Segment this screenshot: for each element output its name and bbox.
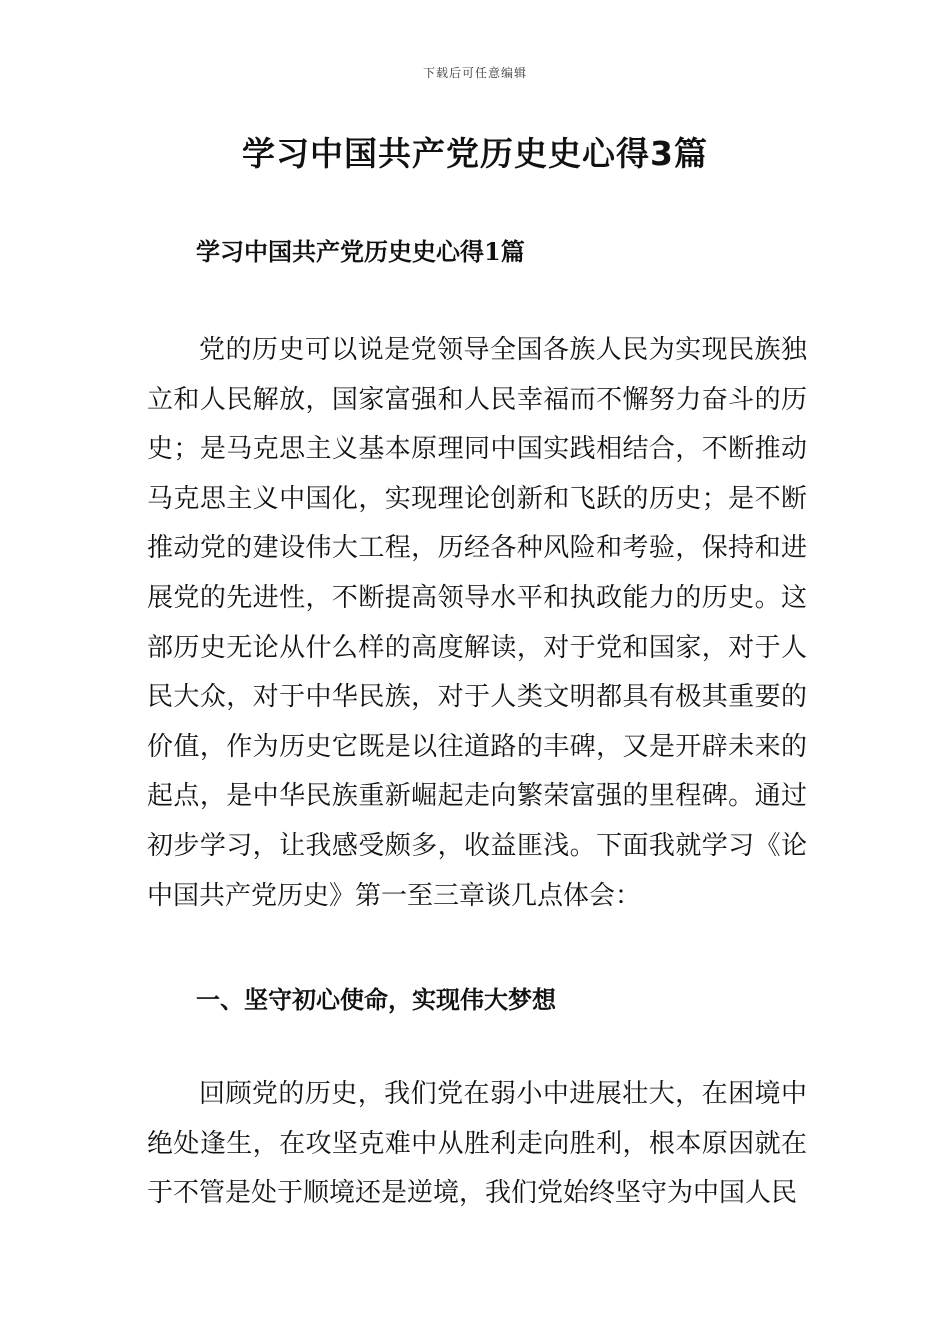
section-subtitle: 学习中国共产党历史史心得1篇 [196,237,525,266]
body-paragraph-1: 党的历史可以说是党领导全国各族人民为实现民族独立和人民解放，国家富强和人民幸福而不懈努力奋斗的历史；是马克思主义基本原理同中国实践相结合，不断推动马克思主义中国化，实现理论创新和飞跃的历史；是不断推动党的建设伟大工程，历经各种风险和考验，保持和进展党的先进性，不断提高领导水平和执政能力的历史。这部历史无论从什么样的高度解读，对于党和国家，对于人民大众，对于中华民族，对于人类文明都具有极其重要的价值，作为历史它既是以往道路的丰碑，又是开辟未来的起点，是中华民族重新崛起走向繁荣富强的里程碑。通过初步学习，让我感受颇多，收益匪浅。下面我就学习《论中国共产党历史》第一至三章谈几点体会： [147,335,807,911]
header-note: 下载后可任意编辑 [422,66,527,80]
document-title: 学习中国共产党历史史心得3篇 [242,134,708,173]
body-paragraph-2: 回顾党的历史，我们党在弱小中进展壮大，在困境中绝处逢生，在攻坚克难中从胜利走向胜利，根本原因就在于不管是处于顺境还是逆境，我们党始终坚守为中国人民 [147,1079,807,1209]
section-heading: 一、坚守初心使命，实现伟大梦想 [196,985,556,1014]
